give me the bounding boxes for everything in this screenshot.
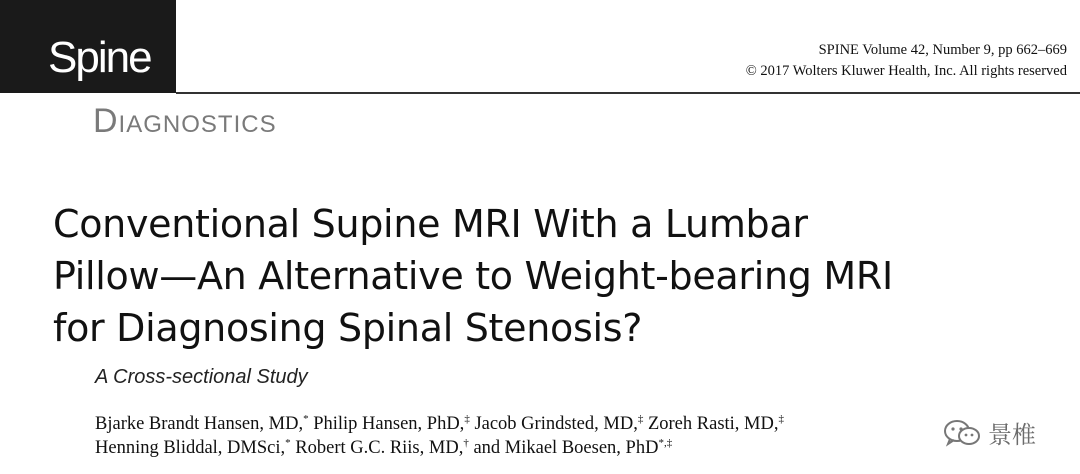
author-affiliation: ‡	[778, 412, 784, 425]
author-affiliation: ‡	[464, 412, 470, 425]
author-affiliation: ‡	[637, 412, 644, 425]
title-line-2: Pillow—An Alternative to Weight-bearing MRI	[53, 254, 893, 298]
author: Jacob Grindsted, MD,	[474, 414, 638, 434]
watermark	[942, 415, 1036, 450]
watermark-text: 景椎	[988, 421, 1036, 449]
author-list	[95, 412, 784, 460]
author: Philip Hansen, PhD,	[313, 414, 465, 434]
article-title	[53, 198, 1053, 354]
journal-citation	[746, 40, 1067, 82]
journal-logo-text: Spine	[48, 33, 151, 82]
article-subtitle: A Cross-sectional Study	[95, 366, 308, 388]
author: Zoreh Rasti, MD,	[647, 414, 779, 434]
author: Bjarke Brandt Hansen, MD,	[95, 414, 304, 434]
author-line-2	[95, 436, 784, 460]
title-line-1: Conventional Supine MRI With a Lumbar	[53, 202, 808, 246]
title-line-3: for Diagnosing Spinal Stenosis?	[53, 306, 643, 350]
section-label: Diagnostics	[93, 102, 277, 140]
author: Henning Bliddal, DMSci,	[95, 438, 286, 458]
citation-line-1: SPINE Volume 42, Number 9, pp 662–669	[818, 42, 1067, 58]
header-rule	[176, 92, 1080, 94]
author: and Mikael Boesen, PhD	[473, 438, 659, 458]
author: Robert G.C. Riis, MD,	[295, 438, 464, 458]
journal-logo	[0, 0, 176, 93]
citation-line-2: © 2017 Wolters Kluwer Health, Inc. All rights reserved	[745, 63, 1067, 79]
wechat-icon	[942, 419, 982, 447]
author-affiliation: *	[285, 436, 291, 449]
author-affiliation: †	[463, 436, 469, 449]
author-line-1	[95, 412, 784, 436]
author-affiliation: *	[303, 412, 309, 425]
author-affiliation: *,‡	[658, 436, 673, 449]
